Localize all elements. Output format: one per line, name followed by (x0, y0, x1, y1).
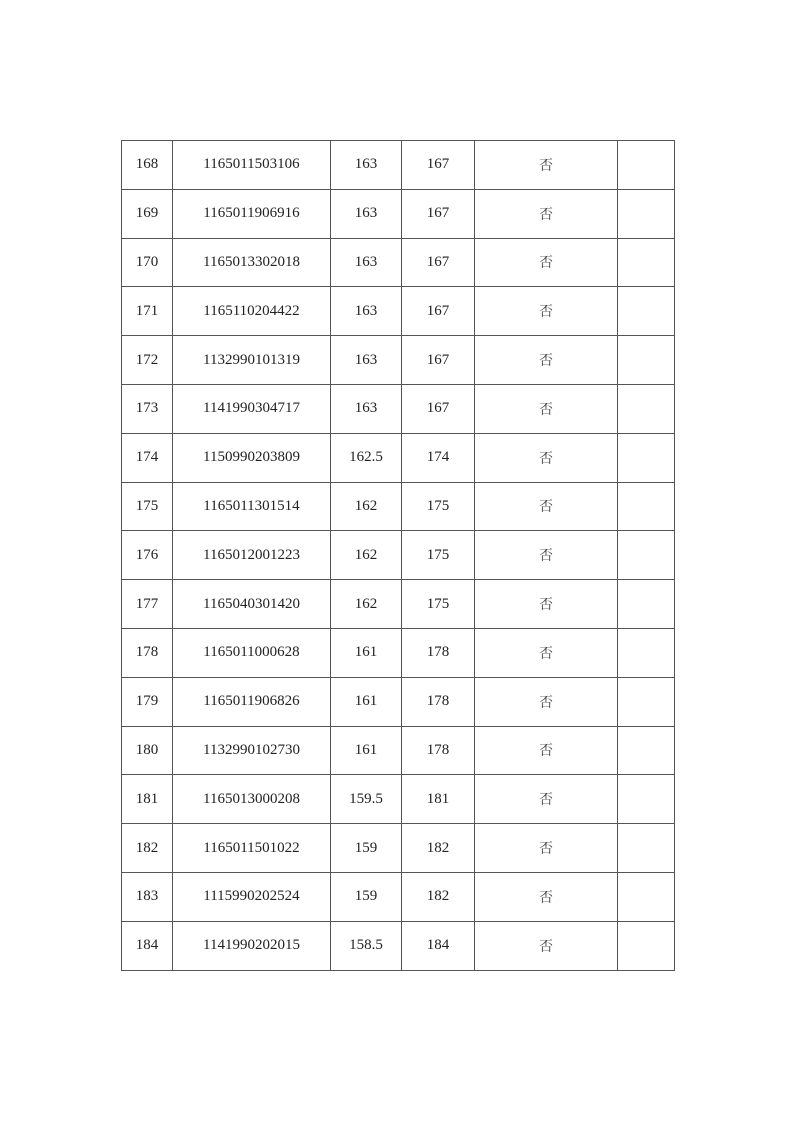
cell-score: 161 (331, 628, 402, 677)
cell-flag: 否 (475, 336, 618, 385)
cell-rank: 184 (402, 921, 475, 970)
cell-score: 162 (331, 531, 402, 580)
table-row (122, 336, 675, 385)
cell-flag: 否 (475, 238, 618, 287)
cell-candidate-id: 1165012001223 (173, 531, 331, 580)
cell-flag: 否 (475, 433, 618, 482)
cell-score: 162 (331, 580, 402, 629)
cell-note (618, 628, 675, 677)
cell-index: 168 (122, 141, 173, 190)
cell-score: 163 (331, 189, 402, 238)
table-body (122, 141, 675, 971)
cell-note (618, 824, 675, 873)
cell-candidate-id: 1165013302018 (173, 238, 331, 287)
cell-index: 177 (122, 580, 173, 629)
cell-index: 171 (122, 287, 173, 336)
cell-index: 180 (122, 726, 173, 775)
cell-candidate-id: 1165040301420 (173, 580, 331, 629)
table-row (122, 921, 675, 970)
cell-rank: 167 (402, 141, 475, 190)
table-row (122, 531, 675, 580)
table-row (122, 287, 675, 336)
cell-candidate-id: 1150990203809 (173, 433, 331, 482)
cell-candidate-id: 1165011501022 (173, 824, 331, 873)
cell-score: 163 (331, 238, 402, 287)
cell-rank: 167 (402, 189, 475, 238)
cell-rank: 174 (402, 433, 475, 482)
cell-index: 169 (122, 189, 173, 238)
table-row (122, 238, 675, 287)
cell-candidate-id: 1165011503106 (173, 141, 331, 190)
cell-index: 172 (122, 336, 173, 385)
cell-note (618, 287, 675, 336)
cell-rank: 175 (402, 531, 475, 580)
cell-score: 163 (331, 141, 402, 190)
cell-flag: 否 (475, 482, 618, 531)
table-row (122, 726, 675, 775)
cell-note (618, 921, 675, 970)
cell-index: 179 (122, 677, 173, 726)
cell-index: 183 (122, 872, 173, 921)
cell-candidate-id: 1165011301514 (173, 482, 331, 531)
cell-flag: 否 (475, 872, 618, 921)
cell-flag: 否 (475, 921, 618, 970)
cell-candidate-id: 1165110204422 (173, 287, 331, 336)
cell-rank: 175 (402, 482, 475, 531)
cell-score: 163 (331, 287, 402, 336)
cell-flag: 否 (475, 141, 618, 190)
cell-rank: 178 (402, 628, 475, 677)
cell-flag: 否 (475, 189, 618, 238)
cell-flag: 否 (475, 726, 618, 775)
cell-score: 159.5 (331, 775, 402, 824)
cell-index: 174 (122, 433, 173, 482)
cell-index: 184 (122, 921, 173, 970)
cell-note (618, 238, 675, 287)
cell-rank: 167 (402, 287, 475, 336)
cell-note (618, 531, 675, 580)
table-row (122, 824, 675, 873)
cell-candidate-id: 1165011000628 (173, 628, 331, 677)
cell-candidate-id: 1165013000208 (173, 775, 331, 824)
table-row (122, 677, 675, 726)
cell-note (618, 726, 675, 775)
cell-score: 159 (331, 824, 402, 873)
cell-flag: 否 (475, 628, 618, 677)
cell-index: 178 (122, 628, 173, 677)
cell-index: 182 (122, 824, 173, 873)
cell-candidate-id: 1132990101319 (173, 336, 331, 385)
cell-note (618, 775, 675, 824)
cell-flag: 否 (475, 580, 618, 629)
cell-rank: 178 (402, 726, 475, 775)
cell-flag: 否 (475, 677, 618, 726)
cell-candidate-id: 1165011906826 (173, 677, 331, 726)
cell-score: 158.5 (331, 921, 402, 970)
cell-candidate-id: 1141990304717 (173, 384, 331, 433)
cell-score: 161 (331, 677, 402, 726)
cell-index: 175 (122, 482, 173, 531)
cell-score: 161 (331, 726, 402, 775)
results-table (121, 140, 675, 971)
cell-rank: 167 (402, 238, 475, 287)
table-row (122, 872, 675, 921)
cell-note (618, 677, 675, 726)
cell-flag: 否 (475, 824, 618, 873)
cell-score: 162.5 (331, 433, 402, 482)
table-row (122, 189, 675, 238)
cell-flag: 否 (475, 384, 618, 433)
cell-index: 170 (122, 238, 173, 287)
table-row (122, 141, 675, 190)
table-row (122, 433, 675, 482)
table-row (122, 384, 675, 433)
cell-score: 163 (331, 336, 402, 385)
cell-rank: 167 (402, 384, 475, 433)
cell-index: 176 (122, 531, 173, 580)
cell-rank: 181 (402, 775, 475, 824)
cell-note (618, 433, 675, 482)
cell-note (618, 580, 675, 629)
cell-rank: 182 (402, 872, 475, 921)
cell-note (618, 872, 675, 921)
cell-note (618, 384, 675, 433)
cell-rank: 178 (402, 677, 475, 726)
cell-index: 173 (122, 384, 173, 433)
cell-score: 163 (331, 384, 402, 433)
table-row (122, 580, 675, 629)
cell-score: 162 (331, 482, 402, 531)
table-row (122, 775, 675, 824)
cell-note (618, 482, 675, 531)
cell-candidate-id: 1132990102730 (173, 726, 331, 775)
cell-note (618, 141, 675, 190)
cell-flag: 否 (475, 531, 618, 580)
cell-note (618, 336, 675, 385)
cell-flag: 否 (475, 287, 618, 336)
table-row (122, 482, 675, 531)
cell-candidate-id: 1115990202524 (173, 872, 331, 921)
cell-score: 159 (331, 872, 402, 921)
cell-index: 181 (122, 775, 173, 824)
cell-candidate-id: 1165011906916 (173, 189, 331, 238)
cell-rank: 167 (402, 336, 475, 385)
cell-rank: 175 (402, 580, 475, 629)
cell-note (618, 189, 675, 238)
cell-rank: 182 (402, 824, 475, 873)
cell-candidate-id: 1141990202015 (173, 921, 331, 970)
table-row (122, 628, 675, 677)
cell-flag: 否 (475, 775, 618, 824)
